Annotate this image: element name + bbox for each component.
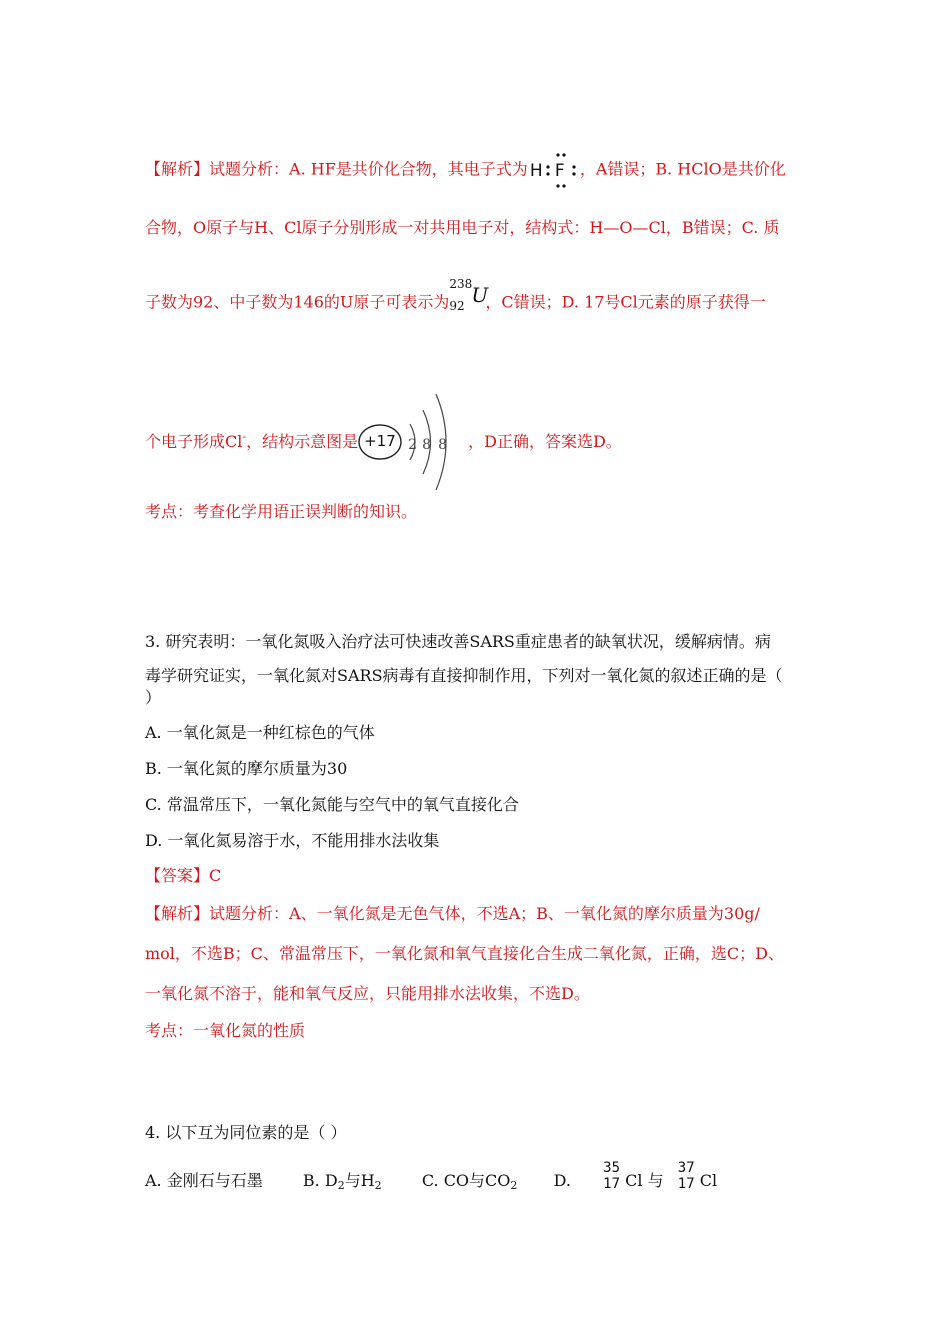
hf-electron-dots bbox=[528, 150, 580, 190]
option-b-text: 与H bbox=[344, 1171, 375, 1190]
mass-number: 35 bbox=[603, 1159, 620, 1176]
u-element: U bbox=[471, 283, 489, 307]
analysis-text: 试题分析：A. HF是共价化合物，其电子式为 bbox=[209, 159, 528, 179]
option-d-connector: 与 bbox=[647, 1171, 664, 1190]
mass-number: 37 bbox=[677, 1159, 695, 1176]
q3-option-c: C. 常温常压下，一氧化氮能与空气中的氧气直接化合 bbox=[145, 795, 519, 814]
q2-analysis-line-1 bbox=[145, 150, 786, 190]
option-b-text: B. D bbox=[302, 1171, 338, 1190]
atomic-number: 17 bbox=[603, 1175, 620, 1192]
shell-2-electrons: 8 bbox=[422, 436, 432, 453]
q2-analysis-line-3 bbox=[145, 277, 766, 320]
hf-electron-formula bbox=[528, 150, 580, 190]
q4-options bbox=[145, 1159, 718, 1197]
cl35-nuclide bbox=[603, 1159, 625, 1193]
analysis-text: ，结构示意图是 bbox=[246, 432, 359, 451]
answer-value: C bbox=[209, 866, 222, 885]
hf-h-atom: H bbox=[529, 161, 543, 181]
q3-analysis-line-3: 一氧化氮不溶于，能和氧气反应，只能用排水法收集，不选D。 bbox=[145, 984, 590, 1003]
cl-ion-structure-diagram bbox=[358, 432, 468, 454]
analysis-text: ，C错误；D. 17号Cl元素的原子获得一 bbox=[485, 292, 766, 312]
q4-stem: 4. 以下互为同位素的是（ ） bbox=[145, 1123, 347, 1142]
q4-option-d bbox=[553, 1159, 718, 1192]
shell-1-electrons: 2 bbox=[408, 436, 418, 453]
u-nuclide-symbol bbox=[449, 277, 489, 313]
analysis-text: 子数为92、中子数为146的U原子可表示为 bbox=[145, 292, 450, 312]
analysis-tag: 【解析】 bbox=[145, 904, 210, 923]
q3-analysis-line-1 bbox=[145, 903, 760, 925]
answer-tag: 【答案】 bbox=[145, 866, 210, 885]
subscript: 2 bbox=[510, 1179, 518, 1192]
analysis-text: ，A错误；B. HClO是共价化 bbox=[579, 159, 786, 179]
q4-option-a: A. 金刚石与石墨 bbox=[145, 1171, 263, 1190]
shell-3-electrons: 8 bbox=[438, 436, 448, 453]
q3-option-b: B. 一氧化氮的摩尔质量为30 bbox=[145, 759, 348, 778]
element-symbol: Cl bbox=[625, 1171, 643, 1190]
q2-analysis-line-4 bbox=[145, 426, 622, 454]
nucleus-charge: +17 bbox=[364, 431, 396, 450]
q3-stem-line-1: 3. 研究表明：一氧化氮吸入治疗法可快速改善SARS重症患者的缺氧状况，缓解病情。病 bbox=[145, 632, 771, 651]
element-symbol: Cl bbox=[699, 1171, 718, 1190]
analysis-text: ，D正确，答案选D。 bbox=[468, 432, 622, 451]
u-mass-number: 238 bbox=[449, 277, 473, 291]
atomic-number: 17 bbox=[677, 1175, 695, 1192]
q4-option-b bbox=[303, 1171, 382, 1190]
q3-stem-line-2: 毒学研究证实，一氧化氮对SARS病毒有直接抑制作用，下列对一氧化氮的叙述正确的是（ bbox=[145, 666, 783, 685]
hf-f-atom: F bbox=[554, 161, 565, 181]
q3-kaodian: 考点：一氧化氮的性质 bbox=[145, 1021, 306, 1040]
q4-option-c bbox=[422, 1171, 518, 1190]
subscript: 2 bbox=[374, 1179, 382, 1192]
q3-analysis-line-2: mol，不选B；C、常温常压下，一氧化氮和氧气直接化合生成二氧化氮，正确，选C；D、 bbox=[145, 944, 784, 963]
q2-analysis-line-2: 合物，O原子与H、Cl原子分别形成一对共用电子对，结构式：H—O—Cl，B错误；C. 质 bbox=[145, 218, 780, 237]
q2-kaodian: 考点：考查化学用语正误判断的知识。 bbox=[145, 502, 418, 521]
q3-stem-line-3: ） bbox=[145, 688, 162, 707]
charge-superscript: - bbox=[242, 430, 247, 443]
cl37-nuclide bbox=[677, 1159, 700, 1193]
q3-answer bbox=[145, 865, 221, 887]
u-atomic-number: 92 bbox=[449, 299, 465, 313]
option-d-label: D. bbox=[553, 1171, 571, 1190]
q3-option-a: A. 一氧化氮是一种红棕色的气体 bbox=[145, 723, 375, 742]
option-c-text: C. CO与CO bbox=[421, 1171, 511, 1190]
q3-option-d: D. 一氧化氮易溶于水，不能用排水法收集 bbox=[145, 831, 440, 850]
analysis-tag: 【解析】 bbox=[145, 159, 210, 179]
analysis-text: 试题分析：A、一氧化氮是无色气体，不选A；B、一氧化氮的摩尔质量为30g/ bbox=[209, 904, 760, 923]
analysis-text: 个电子形成Cl bbox=[145, 432, 243, 451]
subscript: 2 bbox=[337, 1179, 345, 1192]
